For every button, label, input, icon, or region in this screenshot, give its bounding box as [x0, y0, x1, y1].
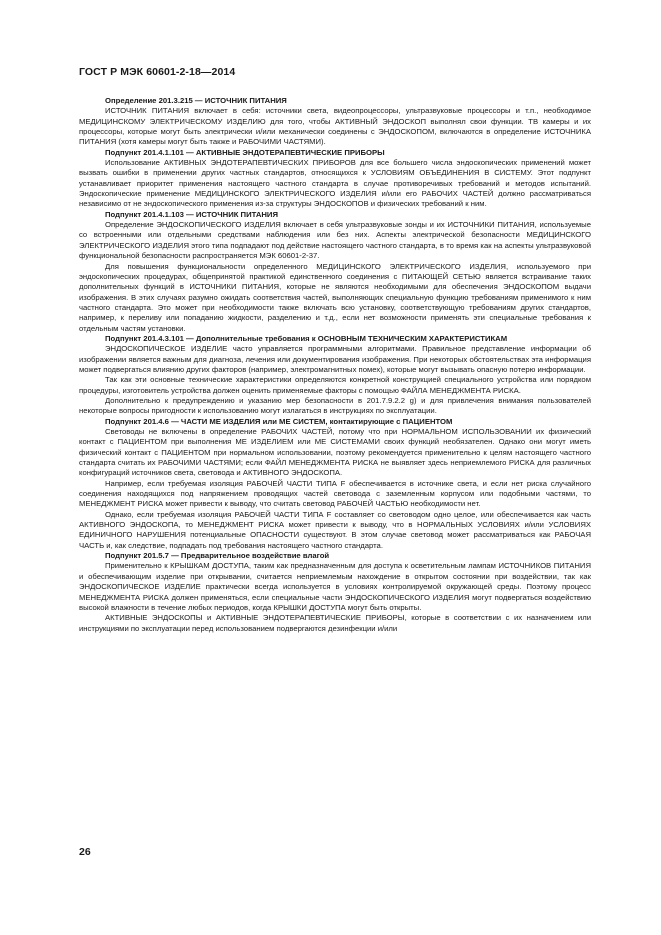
body-paragraph: Дополнительно к предупреждению и указанию мер безопасности в 201.7.9.2.2 g) и для привлечения внимания пользователей некоторые вопросы пригодности к использованию могут излагаться в инструкциях по эксплуатации.: [79, 395, 591, 416]
document-body: [79, 96, 591, 634]
body-paragraph: Световоды не включены в определение РАБОЧИХ ЧАСТЕЙ, потому что при НОРМАЛЬНОМ ИСПОЛЬЗОВАНИИ их физический контакт с ПАЦИЕНТОМ при выполнения МЕ ИЗДЕЛИЕМ или МЕ СИСТЕМАМИ своих функций необязателен. Однако они могут иметь физический контакт с ПАЦИЕНТОМ при нормальном использовании, поэтому рекомендуется применительно к целям настоящего частного стандарта считать их РАБОЧИМИ ЧАСТЯМИ; если ФАЙЛ МЕНЕДЖМЕНТА РИСКА не выявляет здесь неприемлемого РИСКА для различных конфигураций источников света, световода и АКТИВНОГО ЭНДОСКОПА.: [79, 427, 591, 478]
page-header-standard-code: ГОСТ Р МЭК 60601-2-18—2014: [79, 66, 236, 78]
body-paragraph: Определение ЭНДОСКОПИЧЕСКОГО ИЗДЕЛИЯ включает в себя ультразвуковые зонды и их ИСТОЧНИКИ ПИТАНИЯ, используемые со встроенными или отдельными средствами наблюдения или без них. Аспекты электрической безопасности МЕДИЦИНСКОГО ЭЛЕКТРИЧЕСКОГО ИЗДЕЛИЯ этого типа подпадают под действие настоящего частного стандарта, в то время как на аспекты ультразвуковой функциональной безопасности распространяется МЭК 60601-2-37.: [79, 220, 591, 261]
body-paragraph: Для повышения функциональности определенного МЕДИЦИНСКОГО ЭЛЕКТРИЧЕСКОГО ИЗДЕЛИЯ, используемого при эндоскопических процедурах, общепринятой практикой единственного соединения с ПИТАЮЩЕЙ СЕТЬЮ является встраивание таких дополнительных функций в ИСТОЧНИКИ ПИТАНИЯ, которые не являются необходимыми для обеспечения ЭНДОСКОПОМ выдачи изображения. В этих случаях разумно ожидать соответствия частей, выполняющих специальную функцию требованиям применимого к ним частного стандарта. Это может при необходимости также включать всю установку, соответствующую требованиям других стандартов, например, к переливу или попаданию жидкости, разделению и т.д., если нет возможности применять эти специальные требования к отдельным частям установки.: [79, 261, 591, 333]
page-number: 26: [79, 846, 91, 858]
body-paragraph: Использование АКТИВНЫХ ЭНДОТЕРАПЕВТИЧЕСКИХ ПРИБОРОВ для все большего числа эндоскопических применений может вызвать ошибки в применении других частных стандартов, относящихся к УСЛОВИЯМ ОБЪЕДИНЕНИЯ В СИСТЕМУ. Этот подпункт устанавливает приоритет применения настоящего частного стандарта в случае противоречивых требований и методов испытаний. Эндоскопические применение МЕДИЦИНСКОГО ЭЛЕКТРИЧЕСКОГО ИЗДЕЛИЯ и/или его РАБОЧИХ ЧАСТЕЙ должно рассматриваться независимо от не эндоскопического применения из-за структуры ЭНДОСКОПОВ и физических требований к ним.: [79, 158, 591, 209]
section-heading: Подпункт 201.4.1.101 — АКТИВНЫЕ ЭНДОТЕРАПЕВТИЧЕСКИЕ ПРИБОРЫ: [105, 147, 385, 157]
section-heading: Подпункт 201.4.1.103 — ИСТОЧНИК ПИТАНИЯ: [105, 209, 278, 219]
section-heading: Подпункт 201.4.3.101 — Дополнительные требования к ОСНОВНЫМ ТЕХНИЧЕСКИМ ХАРАКТЕРИСТИКАМ: [105, 333, 508, 343]
body-paragraph: Однако, если требуемая изоляция РАБОЧЕЙ ЧАСТИ ТИПА F составляет со световодом одно целое, или обеспечивается как часть АКТИВНОГО ЭНДОСКОПА, то МЕНЕДЖМЕНТ РИСКА может привести к выводу, что в НОРМАЛЬНЫХ УСЛОВИЯХ и/или УСЛОВИЯХ ЕДИНИЧНОГО НАРУШЕНИЯ потенциальные ОПАСНОСТИ существуют. В этом случае световод может рассматриваться как РАБОЧАЯ ЧАСТЬ и, как следствие, подпадать под требования настоящего частного стандарта.: [79, 509, 591, 550]
body-paragraph: ИСТОЧНИК ПИТАНИЯ включает в себя: источники света, видеопроцессоры, ультразвуковые процессоры и т.п., необходимое МЕДИЦИНСКОМУ ЭЛЕКТРИЧЕСКОМУ ИЗДЕЛИЮ для того, чтобы АКТИВНЫЙ ЭНДОСКОП выполнял свои функции. ТВ камеры и их процессоры, которые могут быть электрически и/или механически соединены с ЭНДОСКОПОМ, включаются в определение ИСТОЧНИКА ПИТАНИЯ (хотя камеры могут быть также и РАБОЧИМИ ЧАСТЯМИ).: [79, 106, 591, 147]
body-paragraph: Применительно к КРЫШКАМ ДОСТУПА, таким как предназначенным для доступа к осветительным лампам ИСТОЧНИКОВ ПИТАНИЯ и обеспечивающим изделие при открывании, считается неприемлемым нахождение в открытом состоянии при воздействии, так как ЭНДОСКОПИЧЕСКОЕ ИЗДЕЛИЕ практически всегда используется в условиях контролируемой окружающей среды. Поэтому процесс МЕНЕДЖМЕНТА РИСКА должен применяться, если специальные части ЭНДОСКОПИЧЕСКОГО ИЗДЕЛИЯ могут подвергаться воздействию высокой влажности в течение любых периодов, когда КРЫШКИ ДОСТУПА могут быть открыты.: [79, 561, 591, 612]
section-heading: Подпункт 201.5.7 — Предварительное воздействие влагой: [105, 551, 330, 561]
section-heading: Подпункт 201.4.6 — ЧАСТИ МЕ ИЗДЕЛИЯ или МЕ СИСТЕМ, контактирующие с ПАЦИЕНТОМ: [105, 416, 453, 426]
section-heading: Определение 201.3.215 — ИСТОЧНИК ПИТАНИЯ: [105, 96, 287, 105]
body-paragraph: Так как эти основные технические характеристики определяются конкретной конструкцией специального устройства или порядком процедуры, изготовитель устройства должен оценить применяемые факторы с помощью ФАЙЛА МЕНЕДЖМЕНТА РИСКА.: [79, 375, 591, 395]
body-paragraph: ЭНДОСКОПИЧЕСКОЕ ИЗДЕЛИЕ часто управляется программными алгоритмами. Правильное представление информации об изображении является важным для диагноза, лечения или документирования изображения. При некоторых обстоятельствах эта информация может подвергаться влиянию других факторов (например, электромагнитных помех), которые могут вызывать опасную потерю информации.: [79, 344, 591, 374]
body-paragraph: АКТИВНЫЕ ЭНДОСКОПЫ и АКТИВНЫЕ ЭНДОТЕРАПЕВТИЧЕСКИЕ ПРИБОРЫ, которые в соответствии с их назначением или инструкциями по эксплуатации перед использованием подвергаются дезинфекции и/или: [79, 613, 591, 633]
body-paragraph: Например, если требуемая изоляция РАБОЧЕЙ ЧАСТИ ТИПА F обеспечивается в источнике света, и если нет риска случайного соединения находящихся под напряжением проводящих частей световода с заземленным корпусом или подобными частями, то МЕНЕДЖМЕНТ РИСКА может привести к выводу, что считать световод РАБОЧЕЙ ЧАСТЬЮ необходимости нет.: [79, 478, 591, 509]
